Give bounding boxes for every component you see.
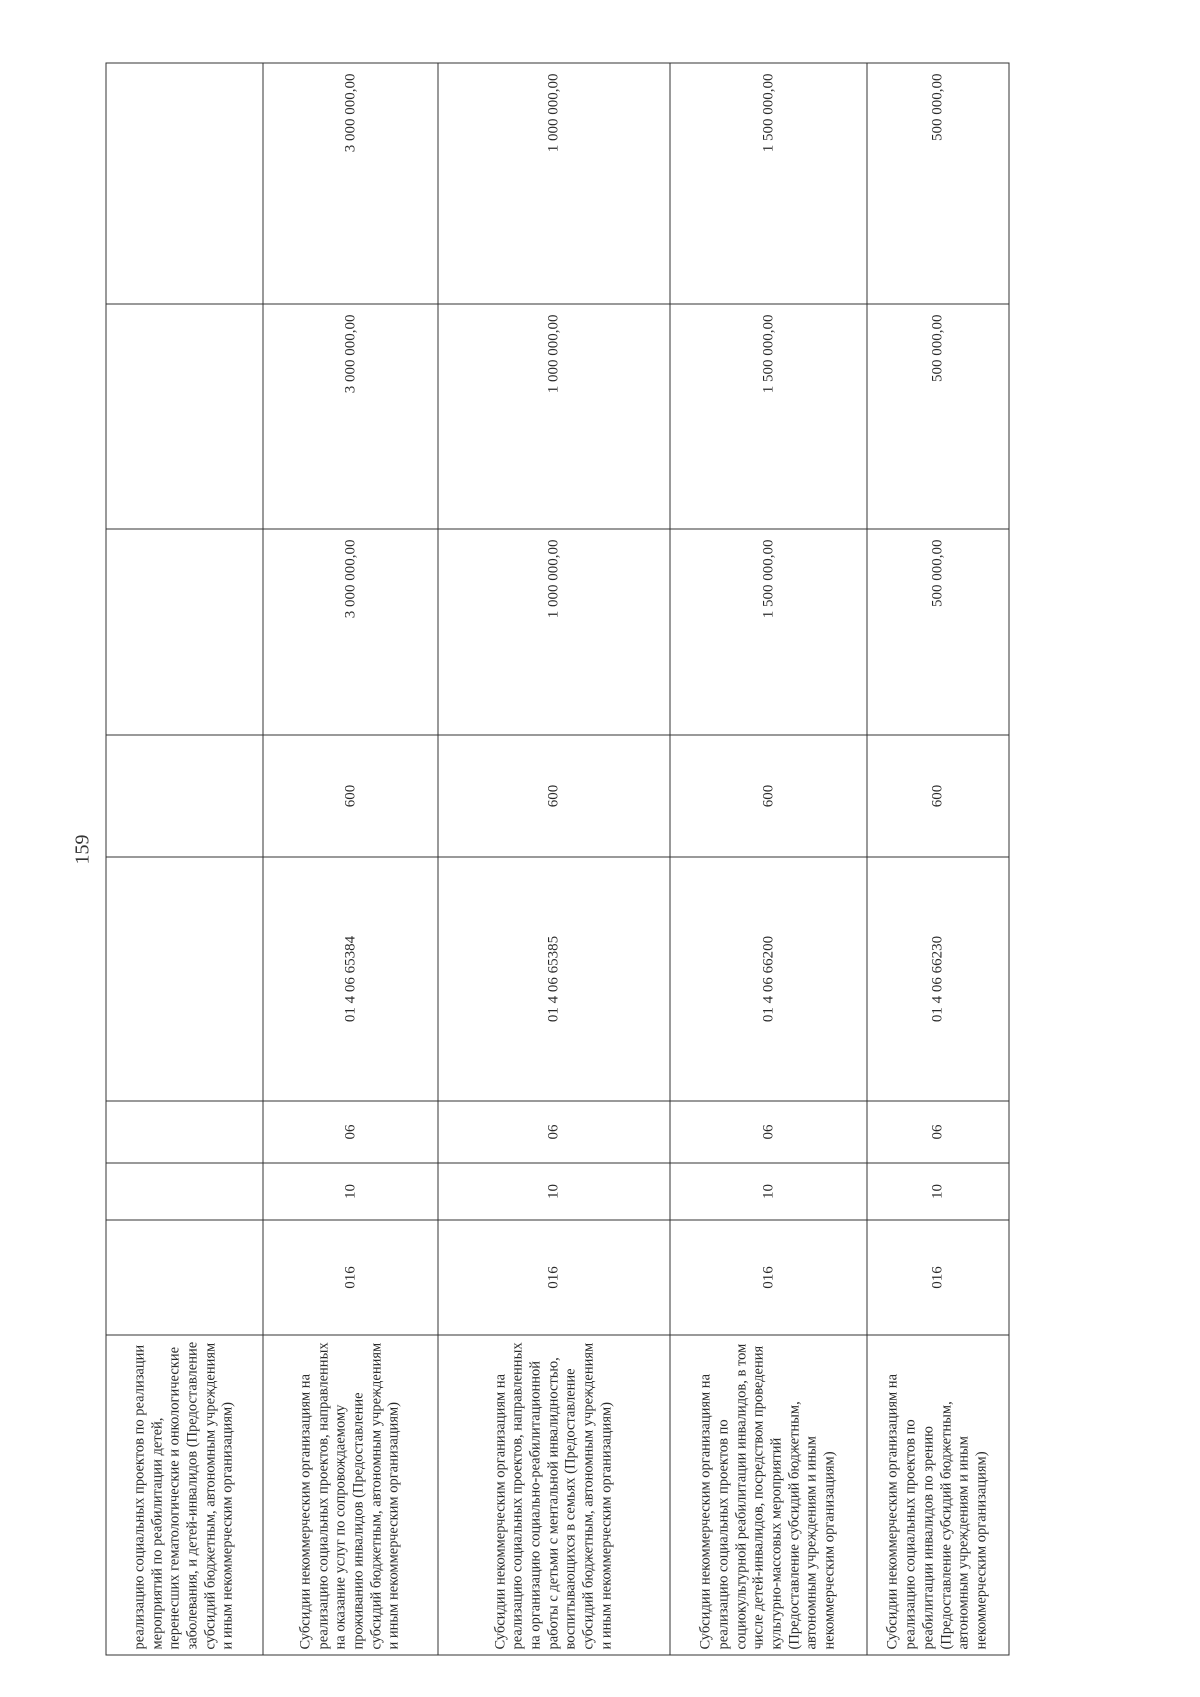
row-name-cell: Субсидии некоммерческим организациям на реализацию социальных проектов по социокультурной реабилитации инвалидов, в том числе детей-инвалидов, посредством проведения культурно-массовых мероприятий (Предоставление субсидий бюджетным, автономным учреждениям и иным некоммерческим организациям): [670, 1335, 867, 1655]
expense-type-cell: 600: [263, 735, 438, 857]
grbs-cell: 016: [438, 1220, 670, 1335]
expense-type-cell: 600: [867, 735, 1009, 857]
target-article-cell: 01 4 06 65385: [438, 857, 670, 1101]
amount-cell-1: 1 500 000,00: [670, 529, 867, 735]
amount-cell-1: [106, 529, 263, 735]
section-cell: [106, 1163, 263, 1220]
grbs-cell: [106, 1220, 263, 1335]
amount-cell-2: 500 000,00: [867, 304, 1009, 529]
target-article-cell: 01 4 06 66200: [670, 857, 867, 1101]
row-name-cell: реализацию социальных проектов по реализации мероприятий по реабилитации детей, перенесших гематологические и онкологические заболевания, и детей-инвалидов (Предоставление субсидий бюджетным, автономным учреждениям и иным некоммерческим организациям): [106, 1335, 263, 1655]
amount-cell-3: 1 500 000,00: [670, 63, 867, 304]
section-cell: 10: [867, 1163, 1009, 1220]
table-row: [263, 63, 438, 1655]
section-cell: 10: [263, 1163, 438, 1220]
section-cell: 10: [670, 1163, 867, 1220]
grbs-cell: 016: [867, 1220, 1009, 1335]
subsection-cell: 06: [263, 1101, 438, 1163]
expense-type-cell: 600: [670, 735, 867, 857]
amount-cell-1: 3 000 000,00: [263, 529, 438, 735]
row-name-cell: Субсидии некоммерческим организациям на реализацию социальных проектов по реабилитации инвалидов по зрению (Предоставление субсидий бюджетным, автономным учреждениям и иным некоммерческим организациям): [867, 1335, 1009, 1655]
amount-cell-1: 1 000 000,00: [438, 529, 670, 735]
section-cell: 10: [438, 1163, 670, 1220]
amount-cell-1: 500 000,00: [867, 529, 1009, 735]
amount-cell-2: [106, 304, 263, 529]
amount-cell-3: 3 000 000,00: [263, 63, 438, 304]
subsection-cell: 06: [438, 1101, 670, 1163]
table-row: [867, 63, 1009, 1655]
target-article-cell: 01 4 06 65384: [263, 857, 438, 1101]
target-article-cell: 01 4 06 66230: [867, 857, 1009, 1101]
expense-type-cell: [106, 735, 263, 857]
amount-cell-2: 3 000 000,00: [263, 304, 438, 529]
expense-type-cell: 600: [438, 735, 670, 857]
amount-cell-3: 1 000 000,00: [438, 63, 670, 304]
subsection-cell: 06: [867, 1101, 1009, 1163]
grbs-cell: 016: [670, 1220, 867, 1335]
page-number: 159: [71, 834, 94, 865]
subsection-cell: 06: [670, 1101, 867, 1163]
amount-cell-2: 1 000 000,00: [438, 304, 670, 529]
table-row: [438, 63, 670, 1655]
subsection-cell: [106, 1101, 263, 1163]
row-name-cell: Субсидии некоммерческим организациям на реализацию социальных проектов, направленных на оказание услуг по сопровождаемому проживанию инвалидов (Предоставление субсидий бюджетным, автономным учреждениям и иным некоммерческим организациям): [263, 1335, 438, 1655]
amount-cell-3: [106, 63, 263, 304]
rotated-table-container: [105, 64, 1008, 1656]
budget-table: [105, 63, 1009, 1656]
table-row: [106, 63, 263, 1655]
grbs-cell: 016: [263, 1220, 438, 1335]
table-row: [670, 63, 867, 1655]
amount-cell-3: 500 000,00: [867, 63, 1009, 304]
row-name-cell: Субсидии некоммерческим организациям на реализацию социальных проектов, направленных на организацию социально-реабилитационной работы с детьми с ментальной инвалидностью, воспитывающихся в семьях (Предоставление субсидий бюджетным, автономным учреждениям и иным некоммерческим организациям): [438, 1335, 670, 1655]
amount-cell-2: 1 500 000,00: [670, 304, 867, 529]
target-article-cell: [106, 857, 263, 1101]
